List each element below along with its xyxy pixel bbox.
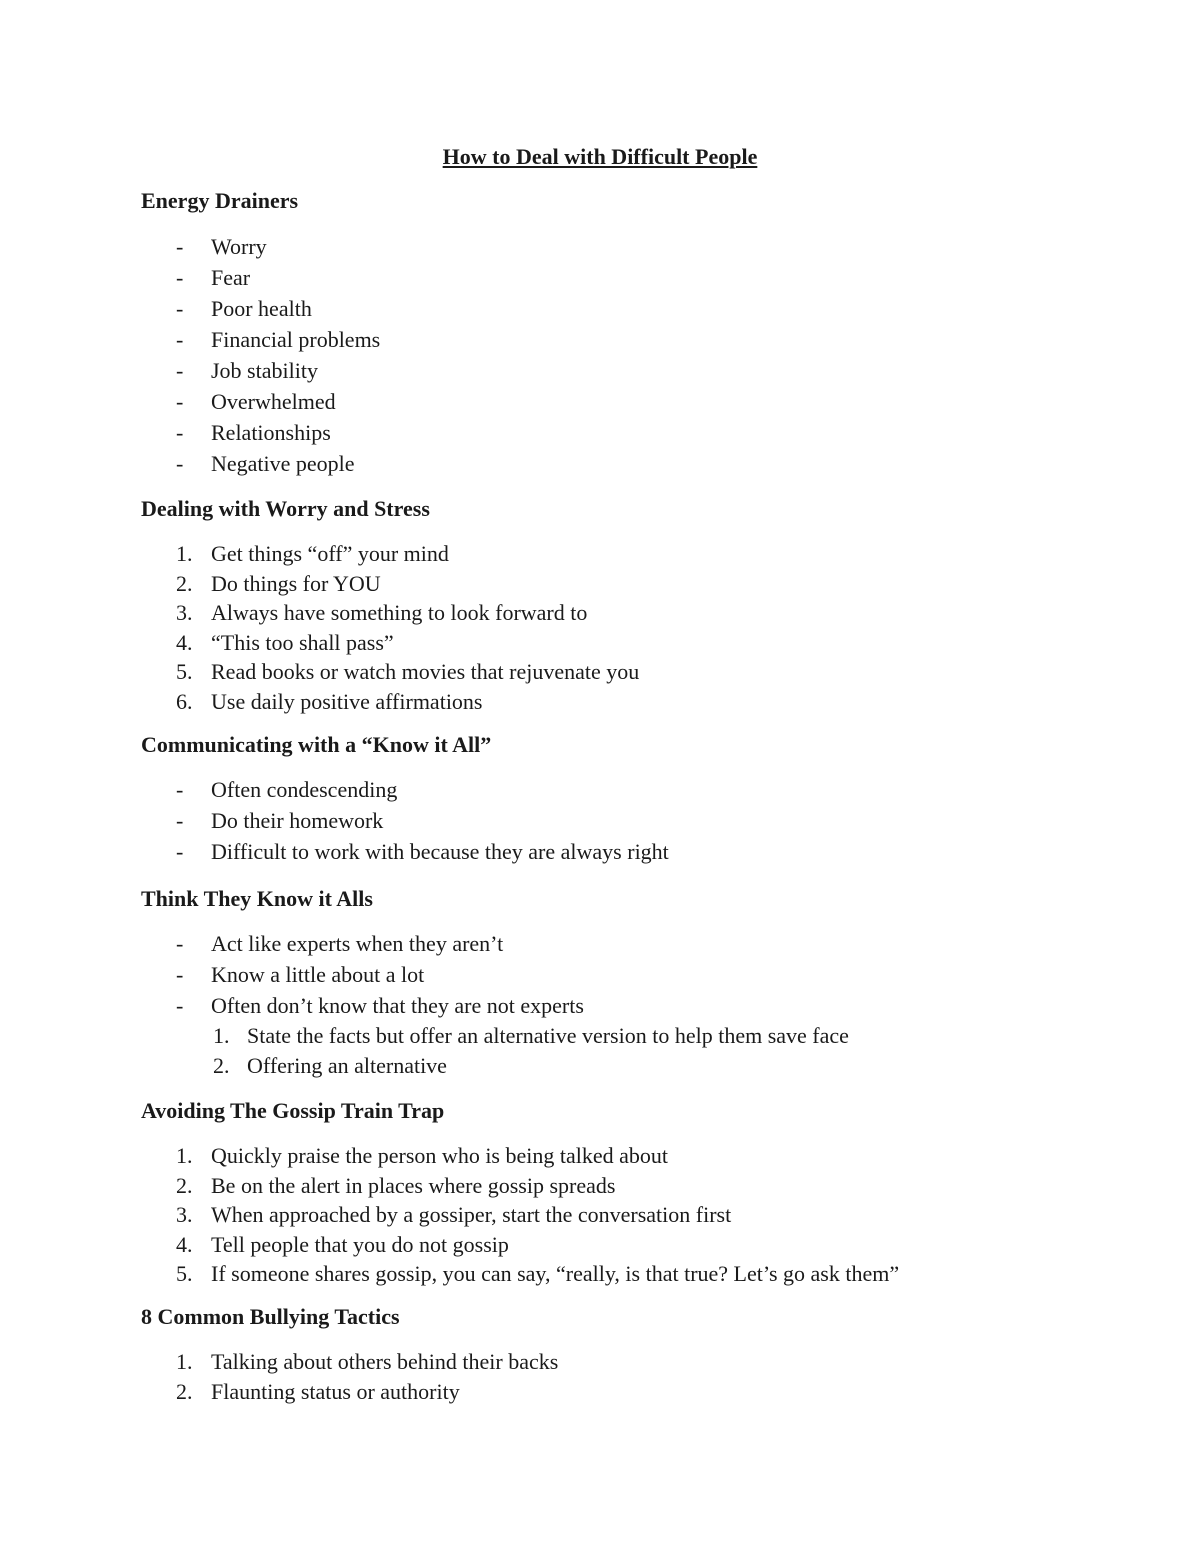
section-heading-gossip: Avoiding The Gossip Train Trap xyxy=(141,1098,445,1123)
dash-bullet: - xyxy=(176,839,184,864)
section-heading-energy-drainers: Energy Drainers xyxy=(141,188,299,213)
dash-bullet: - xyxy=(176,777,184,802)
dash-bullet: - xyxy=(176,358,184,383)
document-page: How to Deal with Difficult People Energy Drainers - Worry - Fear - Poor health - Financial problems - Job stability - Overwhelmed - Relationships - Negative people Dealing with Worry and Stress 1. Get things “off” your mind 2. Do things for YOU 3. Always have something to look forward to 4. “This too shall pass” 5. Read books or watch movies that rejuvenate you 6. Use daily positive affirmations Communicating with a “Know it All” - Often condescending - Do their homework - Difficult to work with because they are always right Think They Know it Alls - Act like experts when they aren’t - Know a little about a lot - Often don’t know that they are not experts 1. State the facts but offer an alternative version to help them save face 2. Offering an alternative Avoiding The Gossip Train Trap 1. Quickly praise the person who is being talked about 2. Be on the alert in places where gossip spreads 3. When approached by a gossiper, start the conversation first 4. Tell people that you do not gossip 5. If someone shares gossip, you can say, “really, is that true? Let’s go ask them” 8 Common Bullying Tactics 1. Talking about others behind their backs 2. Flaunting status or authority xyxy=(0,0,1200,1553)
dash-bullet: - xyxy=(176,962,184,987)
document-title: How to Deal with Difficult People xyxy=(442,144,758,169)
dash-bullet: - xyxy=(176,808,184,833)
dash-bullet: - xyxy=(176,420,184,445)
section-heading-worry-stress: Dealing with Worry and Stress xyxy=(141,496,430,521)
dash-bullet: - xyxy=(176,389,184,414)
dash-bullet: - xyxy=(176,931,184,956)
dash-bullet: - xyxy=(176,451,184,476)
dash-bullet: - xyxy=(176,993,184,1018)
dash-bullet: - xyxy=(176,234,184,259)
dash-bullet: - xyxy=(176,296,184,321)
section-heading-think-they-know: Think They Know it Alls xyxy=(141,886,373,911)
section-heading-know-it-all: Communicating with a “Know it All” xyxy=(141,732,492,757)
dash-bullet: - xyxy=(176,265,184,290)
dash-bullet: - xyxy=(176,327,184,352)
section-heading-bullying: 8 Common Bullying Tactics xyxy=(141,1304,400,1329)
